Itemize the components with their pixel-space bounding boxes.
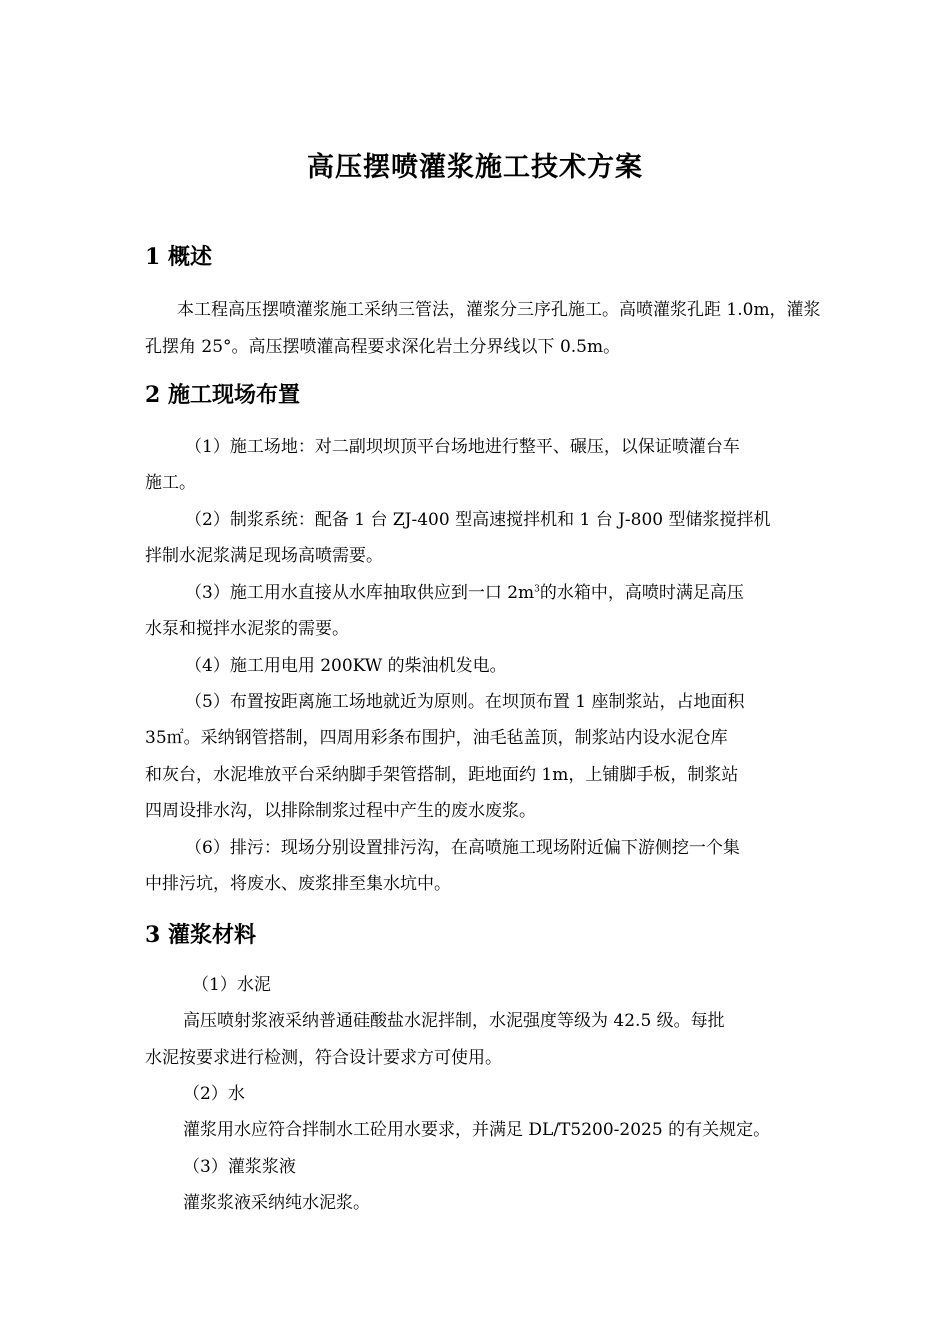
item-5-line-1: （5）布置按距离施工场地就近为原则。在坝顶布置 1 座制浆站，占地面积 [185, 692, 745, 712]
material-1-line-1: 高压喷射浆液采纳普通硅酸盐水泥拌制，水泥强度等级为 42.5 级。每批 [183, 1011, 725, 1031]
item-2-line-2: 拌制水泥浆满足现场高喷需要。 [145, 546, 383, 566]
material-2-label: （2）水 [183, 1084, 245, 1104]
item-3-line-2: 水泵和搅拌水泥浆的需要。 [145, 619, 349, 639]
item-5-line-3: 和灰台，水泥堆放平台采纳脚手架管搭制，距地面约 1m，上铺脚手板，制浆站 [145, 765, 739, 785]
item-4-line-1: （4）施工用电用 200KW 的柴油机发电。 [185, 656, 507, 676]
item-3-text-a: （3）施工用水直接从水库抽取供应到一口 2m [185, 583, 535, 603]
item-3-line-1 [185, 578, 744, 603]
item-6-line-2: 中排污坑，将废水、废浆排至集水坑中。 [145, 874, 451, 894]
item-2-line-1: （2）制浆系统：配备 1 台 ZJ-400 型高速搅拌机和 1 台 J-800 型储浆搅拌机 [185, 510, 771, 530]
material-1-label: （1）水泥 [192, 975, 271, 995]
material-1-line-2: 水泥按要求进行检测，符合设计要求方可使用。 [145, 1048, 502, 1068]
item-1-line-2: 施工。 [145, 473, 196, 493]
item-1-line-1: （1）施工场地：对二副坝坝顶平台场地进行整平、碾压，以保证喷灌台车 [185, 437, 740, 457]
section-1-heading: 1 概述 [145, 244, 212, 270]
item-5-line-4: 四周设排水沟，以排除制浆过程中产生的废水废浆。 [145, 801, 536, 821]
cubic-superscript: 3 [534, 584, 540, 595]
section-3-heading: 3 灌浆材料 [145, 922, 256, 948]
item-6-line-1: （6）排污：现场分别设置排污沟，在高喷施工现场附近偏下游侧挖一个集 [185, 838, 740, 858]
material-3-label: （3）灌浆浆液 [183, 1157, 296, 1177]
item-5-line-2: 35㎡。采纳钢管搭制，四周用彩条布围护，油毛毡盖顶，制浆站内设水泥仓库 [145, 728, 728, 748]
section-1-paragraph-line-1: 本工程高压摆喷灌浆施工采纳三管法，灌浆分三序孔施工。高喷灌浆孔距 1.0m，灌浆 [177, 300, 821, 320]
section-1-paragraph-line-2: 孔摆角 25°。高压摆喷灌高程要求深化岩土分界线以下 0.5m。 [145, 337, 621, 357]
item-3-text-b: 的水箱中，高喷时满足高压 [539, 583, 744, 603]
material-2-line-1: 灌浆用水应符合拌制水工砼用水要求，并满足 DL/T5200-2025 的有关规定。 [183, 1120, 771, 1140]
document-title: 高压摆喷灌浆施工技术方案 [307, 152, 643, 183]
section-2-heading: 2 施工现场布置 [145, 382, 300, 408]
material-3-line-1: 灌浆浆液采纳纯水泥浆。 [183, 1193, 370, 1213]
